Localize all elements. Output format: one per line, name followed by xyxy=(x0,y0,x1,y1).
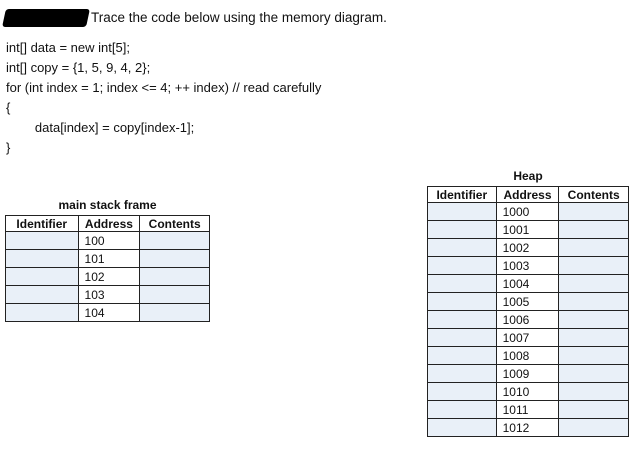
table-row xyxy=(428,401,629,419)
column-header-identifier: Identifier xyxy=(428,187,497,203)
table-row xyxy=(6,286,210,304)
address-cell: 1003 xyxy=(496,257,559,275)
address-cell: 1000 xyxy=(496,203,559,221)
identifier-cell[interactable] xyxy=(428,401,497,419)
contents-cell[interactable] xyxy=(559,293,629,311)
contents-cell[interactable] xyxy=(559,401,629,419)
code-line: int[] copy = {1, 5, 9, 4, 2}; xyxy=(6,60,151,75)
address-cell: 1012 xyxy=(496,419,559,437)
table-row xyxy=(428,275,629,293)
address-cell: 1007 xyxy=(496,329,559,347)
address-cell: 1011 xyxy=(496,401,559,419)
table-row xyxy=(6,250,210,268)
identifier-cell[interactable] xyxy=(428,239,497,257)
contents-cell[interactable] xyxy=(140,250,210,268)
address-cell: 103 xyxy=(78,286,140,304)
heap-title: Heap xyxy=(513,169,543,183)
address-cell: 1009 xyxy=(496,365,559,383)
identifier-cell[interactable] xyxy=(428,221,497,239)
table-row xyxy=(428,311,629,329)
identifier-cell[interactable] xyxy=(6,268,79,286)
address-cell: 1008 xyxy=(496,347,559,365)
contents-cell[interactable] xyxy=(559,203,629,221)
stack-frame-table xyxy=(5,215,210,322)
table-header-row xyxy=(428,187,629,203)
code-line: for (int index = 1; index <= 4; ++ index) // read carefully xyxy=(6,80,322,95)
code-line: data[index] = copy[index-1]; xyxy=(6,120,195,135)
identifier-cell[interactable] xyxy=(428,329,497,347)
table-row xyxy=(6,268,210,286)
contents-cell[interactable] xyxy=(559,221,629,239)
column-header-contents: Contents xyxy=(559,187,629,203)
redacted-name-block xyxy=(2,9,90,27)
column-header-address: Address xyxy=(78,216,140,232)
identifier-cell[interactable] xyxy=(428,383,497,401)
column-header-contents: Contents xyxy=(140,216,210,232)
code-line: } xyxy=(6,140,11,155)
contents-cell[interactable] xyxy=(140,304,210,322)
identifier-cell[interactable] xyxy=(428,419,497,437)
table-row xyxy=(428,329,629,347)
heap-table xyxy=(427,186,629,437)
identifier-cell[interactable] xyxy=(6,232,79,250)
address-cell: 1001 xyxy=(496,221,559,239)
contents-cell[interactable] xyxy=(140,268,210,286)
table-row xyxy=(428,221,629,239)
identifier-cell[interactable] xyxy=(428,257,497,275)
contents-cell[interactable] xyxy=(559,239,629,257)
table-row xyxy=(428,257,629,275)
address-cell: 1006 xyxy=(496,311,559,329)
table-row xyxy=(428,347,629,365)
address-cell: 100 xyxy=(78,232,140,250)
contents-cell[interactable] xyxy=(559,257,629,275)
contents-cell[interactable] xyxy=(559,419,629,437)
contents-cell[interactable] xyxy=(559,311,629,329)
table-row xyxy=(6,304,210,322)
identifier-cell[interactable] xyxy=(428,203,497,221)
column-header-identifier: Identifier xyxy=(6,216,79,232)
identifier-cell[interactable] xyxy=(428,293,497,311)
instruction-text: Trace the code below using the memory diagram. xyxy=(91,10,387,25)
address-cell: 1002 xyxy=(496,239,559,257)
contents-cell[interactable] xyxy=(559,275,629,293)
table-row xyxy=(428,419,629,437)
identifier-cell[interactable] xyxy=(428,275,497,293)
address-cell: 1005 xyxy=(496,293,559,311)
contents-cell[interactable] xyxy=(559,347,629,365)
address-cell: 1004 xyxy=(496,275,559,293)
contents-cell[interactable] xyxy=(140,286,210,304)
table-row xyxy=(428,383,629,401)
code-line: int[] data = new int[5]; xyxy=(6,40,130,55)
contents-cell[interactable] xyxy=(140,232,210,250)
table-row xyxy=(6,232,210,250)
address-cell: 104 xyxy=(78,304,140,322)
identifier-cell[interactable] xyxy=(428,365,497,383)
address-cell: 1010 xyxy=(496,383,559,401)
identifier-cell[interactable] xyxy=(428,347,497,365)
contents-cell[interactable] xyxy=(559,365,629,383)
table-row xyxy=(428,239,629,257)
heap-rows xyxy=(428,203,629,437)
table-row xyxy=(428,203,629,221)
table-row xyxy=(428,293,629,311)
stack-frame-rows xyxy=(6,232,210,322)
identifier-cell[interactable] xyxy=(6,304,79,322)
identifier-cell[interactable] xyxy=(428,311,497,329)
address-cell: 101 xyxy=(78,250,140,268)
contents-cell[interactable] xyxy=(559,383,629,401)
identifier-cell[interactable] xyxy=(6,286,79,304)
code-line: { xyxy=(6,100,11,115)
contents-cell[interactable] xyxy=(559,329,629,347)
identifier-cell[interactable] xyxy=(6,250,79,268)
table-header-row xyxy=(6,216,210,232)
table-row xyxy=(428,365,629,383)
stack-frame-title: main stack frame xyxy=(58,198,157,212)
address-cell: 102 xyxy=(78,268,140,286)
column-header-address: Address xyxy=(496,187,559,203)
